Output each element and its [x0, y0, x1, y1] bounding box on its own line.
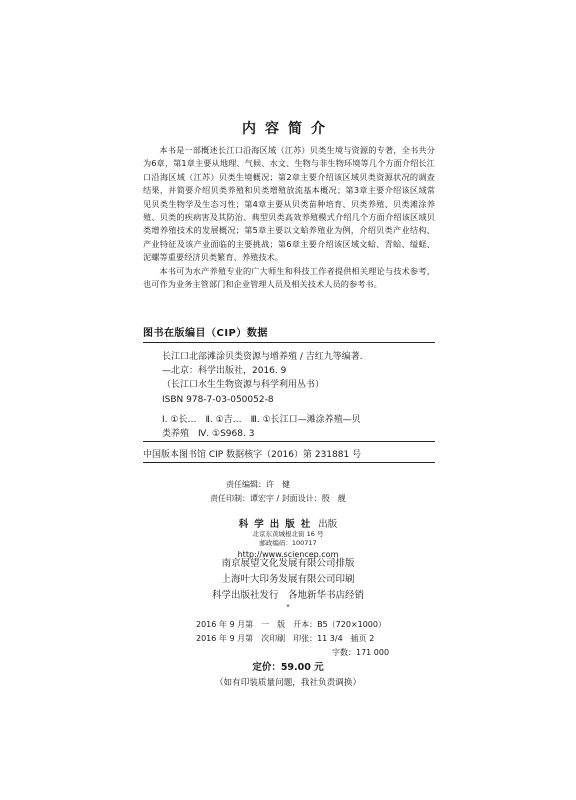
cip-subject-line: 类养殖 Ⅳ. ①S968. 3: [162, 429, 255, 440]
cip-heading: 图书在版编目（CIP）数据: [143, 328, 268, 339]
cip-line: 长江口北部滩涂贝类资源与增养殖 / 吉红九等编著.: [162, 352, 363, 362]
editors-block: [210, 478, 430, 506]
cip-line: —北京：科学出版社，2016. 9: [162, 366, 287, 377]
content-intro-title: 内容简介: [242, 121, 334, 137]
content-intro-body: [143, 144, 435, 291]
responsible-editor: 责任编辑：许 健: [226, 480, 290, 489]
typesetter: 南京展望文化发展有限公司排版: [221, 558, 355, 569]
cip-bottom-rule: [143, 462, 435, 463]
printers-block: [0, 556, 576, 604]
cip-record: [162, 350, 432, 441]
production-credits: 责任印制：谭宏宇 / 封面设计：殷 靓: [210, 494, 346, 503]
edition-line: 2016 年 9 月第 一 版 开本：B5（720×1000）: [196, 620, 386, 629]
distributor: 科学出版社发行 各地新华书店经销: [211, 590, 364, 601]
cip-line: ISBN 978-7-03-050052-8: [162, 394, 274, 405]
edition-block: [196, 618, 389, 660]
edition-line: 2016 年 9 月第 次印刷 印张：11 3/4 插页 2: [196, 634, 375, 643]
publisher-url: http://www.sciencep.com: [237, 550, 339, 559]
price: 定价：59.00 元: [252, 662, 324, 673]
separator-star: *: [286, 603, 290, 611]
printer: 上海叶大印务发展有限公司印刷: [221, 574, 355, 585]
intro-paragraph: 本书可为水产养殖专业的广大师生和科技工作者提供相关理论与技术参考，也可作为业务主管部门和企业管理人员及相关技术人员的参考书。: [143, 265, 435, 290]
publisher-block: [0, 516, 576, 559]
edition-line: 字数：171 000: [332, 648, 390, 657]
publisher-postcode: 邮政编码：100717: [259, 539, 317, 547]
intro-paragraph: 本书是一部概述长江口沿海区域（江苏）贝类生境与资源的专著，全书共分为6章，第1章主要从地理、气候、水文、生物与非生物环境等几个方面介绍长江口沿海区域（江苏）贝类生境概况；第2章主要介绍该区域贝类资源状况的调查结果，并简要介绍贝类养殖和贝类增殖放流基本概况；第3章主要介绍该区域常见贝类生物学及生态习性；第4章主要从贝类苗种培育、贝类养殖、贝类滩涂养殖、贝类的疾病害及其防治、典型贝类高效养殖模式介绍几个方面介绍该区域贝类增养殖技术的发展概况；第5章主要以文蛤养殖业为例，介绍贝类产业结构、产业特征及该产业面临的主要挑战；第6章主要介绍该区域文蛤、青蛤、缢蛏、泥螺等重要经济贝类繁育、养殖技术。: [143, 145, 435, 263]
cip-middle-rule: [143, 441, 435, 442]
cip-subject-line: Ⅰ. ①长… Ⅱ. ①吉… Ⅲ. ①长江口—滩涂养殖—贝: [162, 414, 361, 425]
cip-line: （长江口水生生物资源与科学利用丛书）: [162, 380, 325, 391]
cip-top-rule: [143, 342, 435, 343]
publisher-suffix: 出版: [318, 519, 338, 530]
publisher-address: 北京东黄城根北街 16 号: [252, 530, 324, 538]
quality-notice: （如有印装质量问题，我社负责调换）: [214, 678, 362, 688]
publisher-brand: 科学出版社: [238, 519, 317, 530]
cip-csn: 中国版本图书馆 CIP 数据核字（2016）第 231881 号: [143, 450, 362, 460]
